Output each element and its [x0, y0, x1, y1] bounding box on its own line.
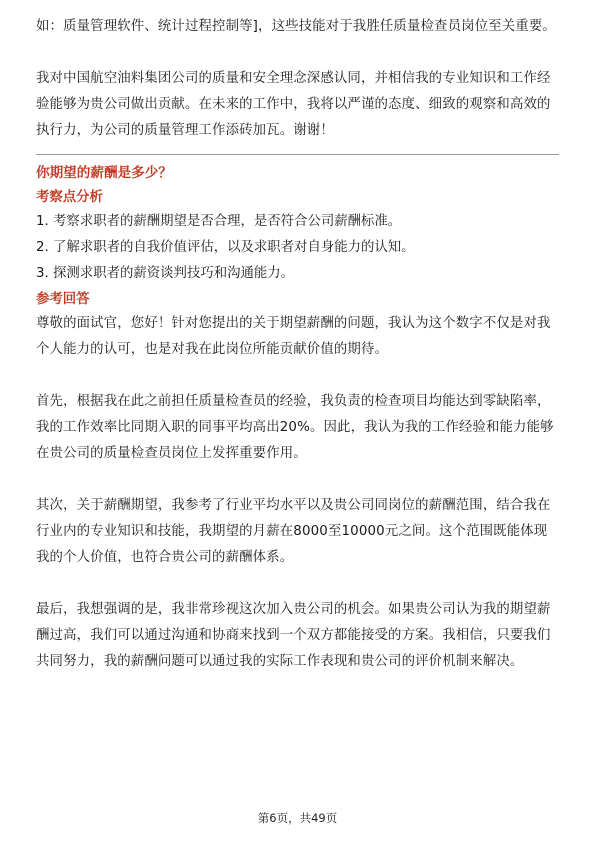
answer-paragraph-1: 尊敬的面试官，您好！针对您提出的关于期望薪酬的问题，我认为这个数字不仅是对我个人能力的认可，也是对我在此岗位所能贡献价值的期待。 [36, 316, 551, 357]
answer-paragraph-3: 其次，关于薪酬期望，我参考了行业平均水平以及贵公司同岗位的薪酬范围，结合我在行业内的专业知识和技能，我期望的月薪在8000至10000元之间。这个范围既能体现我的个人价值，也符合贵公司的薪酬体系。 [36, 498, 551, 565]
analysis-item: 2. 了解求职者的自我价值评估，以及求职者对自身能力的认知。 [36, 240, 415, 255]
spacer [36, 571, 559, 597]
analysis-item: 1. 考察求职者的薪酬期望是否合理，是否符合公司薪酬标准。 [36, 214, 402, 229]
answer-paragraph-2: 首先，根据我在此之前担任质量检查员的经验，我负责的检查项目均能达到零缺陷率，我的工作效率比同期入职的同事平均高出20%。因此，我认为我的工作经验和能力能够在贵公司的质量检查员岗位上发挥重要作用。 [36, 394, 554, 461]
analysis-heading: 考察点分析 [36, 190, 103, 205]
answer-paragraph-4: 最后，我想强调的是，我非常珍视这次加入贵公司的机会。如果贵公司认为我的期望薪酬过高，我们可以通过沟通和协商来找到一个双方都能接受的方案。我相信，只要我们共同努力，我的薪酬问题可以通过我的实际工作表现和贵公司的评价机制来解决。 [36, 602, 551, 669]
spacer [36, 363, 559, 389]
intro-paragraph-2: 我对中国航空油料集团公司的质量和安全理念深感认同，并相信我的专业知识和工作经验能够为贵公司做出贡献。在未来的工作中，我将以严谨的态度、细致的观察和高效的执行力，为公司的质量管理工作添砖加瓦。谢谢！ [36, 71, 551, 138]
intro-paragraph-1: 如：质量管理软件、统计过程控制等]，这些技能对于我胜任质量检查员岗位至关重要。 [36, 19, 556, 34]
document-page [36, 14, 559, 675]
page-indicator: 第6页，共49页 [257, 811, 338, 825]
analysis-list [36, 209, 559, 287]
answer-heading: 参考回答 [36, 292, 90, 307]
spacer [36, 467, 559, 493]
analysis-item: 3. 探测求职者的薪资谈判技巧和沟通能力。 [36, 266, 295, 281]
question-title: 你期望的薪酬是多少？ [36, 165, 172, 181]
section-divider [36, 154, 559, 155]
spacer [36, 40, 559, 66]
